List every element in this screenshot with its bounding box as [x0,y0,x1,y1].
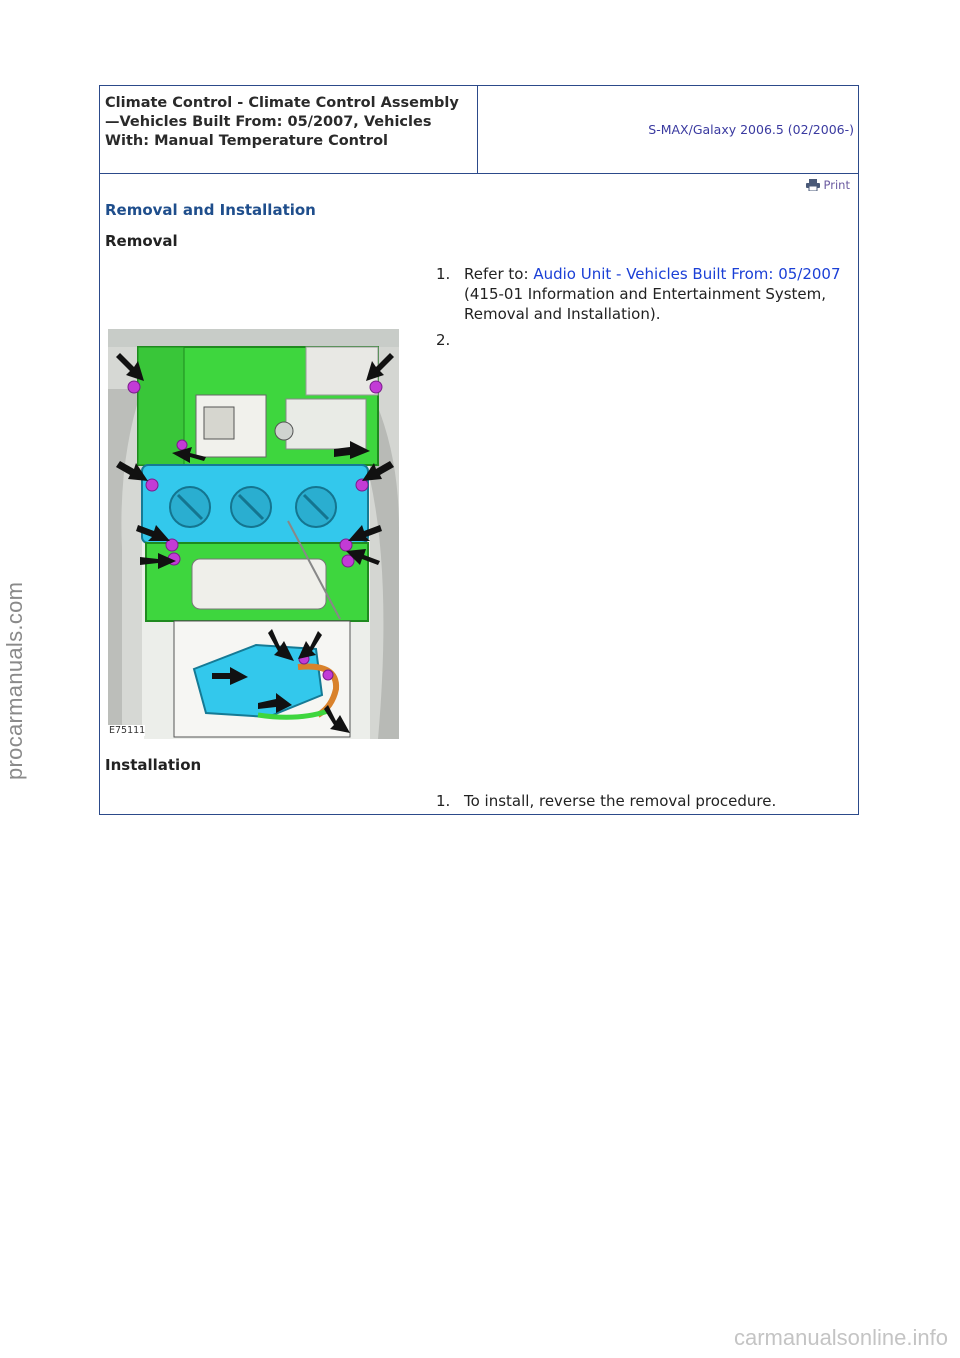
climate-control-removal-figure [108,329,399,739]
installation-step-1 [436,791,846,811]
step-text: To install, reverse the removal procedure. [464,792,777,810]
step-number: 1. [436,792,451,810]
figure-code: E75111 [109,725,146,736]
print-button[interactable] [806,178,850,192]
model-label: S-MAX/Galaxy 2006.5 (02/2006-) [648,122,854,137]
removal-heading: Removal [105,232,178,250]
step-suffix: (415-01 Information and Entertainment System, Removal and Installation). [464,285,827,323]
section-title: Removal and Installation [105,201,316,219]
step-number: 2. [436,331,451,349]
installation-heading: Installation [105,756,202,774]
printer-icon [806,179,820,191]
watermark-left: procarmanuals.com [2,581,27,780]
print-label: Print [823,178,850,192]
step-number: 1. [436,265,451,283]
removal-step-1 [436,264,846,324]
watermark-bottom: carmanualsonline.info [733,1325,948,1350]
step-prefix: Refer to: [464,265,534,283]
audio-unit-link[interactable]: Audio Unit - Vehicles Built From: 05/2007 [533,265,841,283]
page-title: Climate Control - Climate Control Assembly—Vehicles Built From: 05/2007, Vehicles With: Manual Temperature Control [100,86,478,173]
document-frame [99,85,859,815]
header-row [100,86,858,174]
